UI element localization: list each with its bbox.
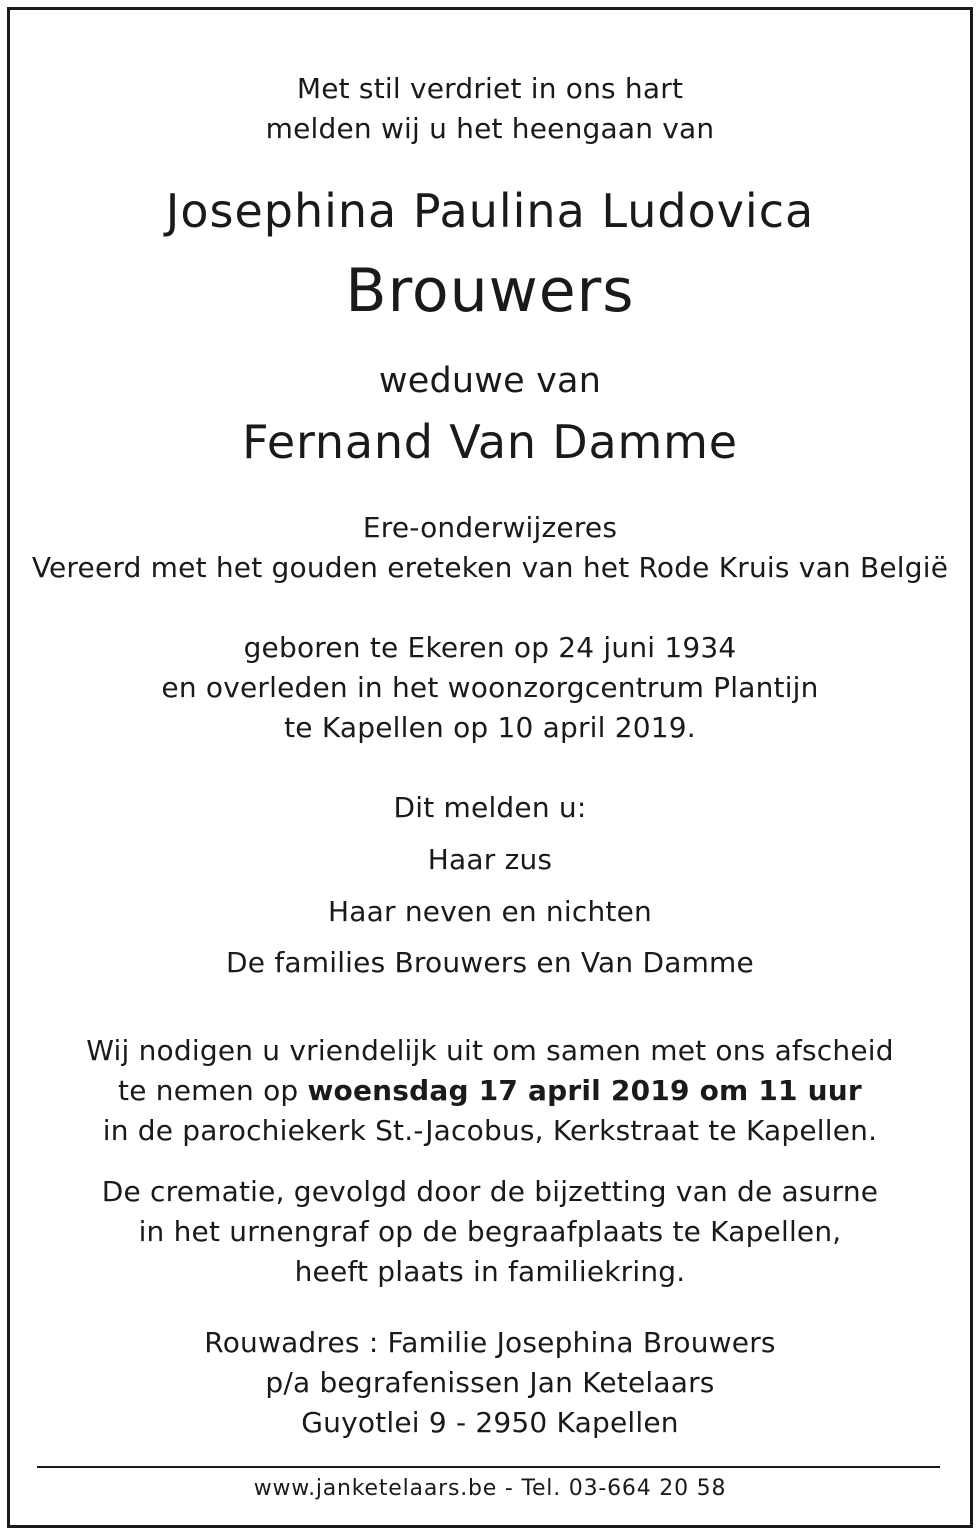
- ceremony-line-3: in de parochiekerk St.-Jacobus, Kerkstraat te Kapellen.: [102, 1114, 878, 1147]
- widow-label: weduwe van: [378, 361, 602, 401]
- death-line-2: te Kapellen op 10 april 2019.: [284, 711, 696, 744]
- spouse-name: Fernand Van Damme: [242, 415, 738, 469]
- deceased-given-names: Josephina Paulina Ludovica: [165, 184, 815, 238]
- birth-line: geboren te Ekeren op 24 juni 1934: [243, 631, 737, 664]
- address-line-2: p/a begrafenissen Jan Ketelaars: [265, 1366, 715, 1399]
- ceremony-line-2: [0, 1071, 980, 1111]
- cremation-line-2: in het urnengraf op de begraafplaats te Kapellen,: [138, 1215, 842, 1248]
- announcer-item: De families Brouwers en Van Damme: [226, 946, 754, 979]
- ceremony-date-time: woensdag 17 april 2019 om 11 uur: [307, 1074, 862, 1107]
- footer-divider: [37, 1466, 940, 1468]
- announcer-item: Haar zus: [427, 843, 553, 876]
- deceased-family-name: Brouwers: [345, 256, 635, 326]
- honor-title: Ere-onderwijzeres: [362, 511, 618, 544]
- announcers-label: Dit melden u:: [393, 791, 587, 824]
- address-line-3: Guyotlei 9 - 2950 Kapellen: [301, 1406, 679, 1439]
- ceremony-line-2-prefix: te nemen op: [118, 1074, 308, 1107]
- footer-contact: www.janketelaars.be - Tel. 03-664 20 58: [253, 1476, 727, 1501]
- announcer-item: Haar neven en nichten: [328, 895, 652, 928]
- honor-decoration: Vereerd met het gouden ereteken van het Rode Kruis van België: [31, 551, 949, 584]
- cremation-line-1: De crematie, gevolgd door de bijzetting van de asurne: [101, 1175, 879, 1208]
- intro-line-1: Met stil verdriet in ons hart: [296, 72, 684, 105]
- cremation-line-3: heeft plaats in familiekring.: [294, 1255, 686, 1288]
- death-line-1: en overleden in het woonzorgcentrum Plantijn: [161, 671, 819, 704]
- ceremony-line-1: Wij nodigen u vriendelijk uit om samen met ons afscheid: [86, 1034, 894, 1067]
- intro-line-2: melden wij u het heengaan van: [265, 112, 715, 145]
- address-line-1: Rouwadres : Familie Josephina Brouwers: [204, 1326, 776, 1359]
